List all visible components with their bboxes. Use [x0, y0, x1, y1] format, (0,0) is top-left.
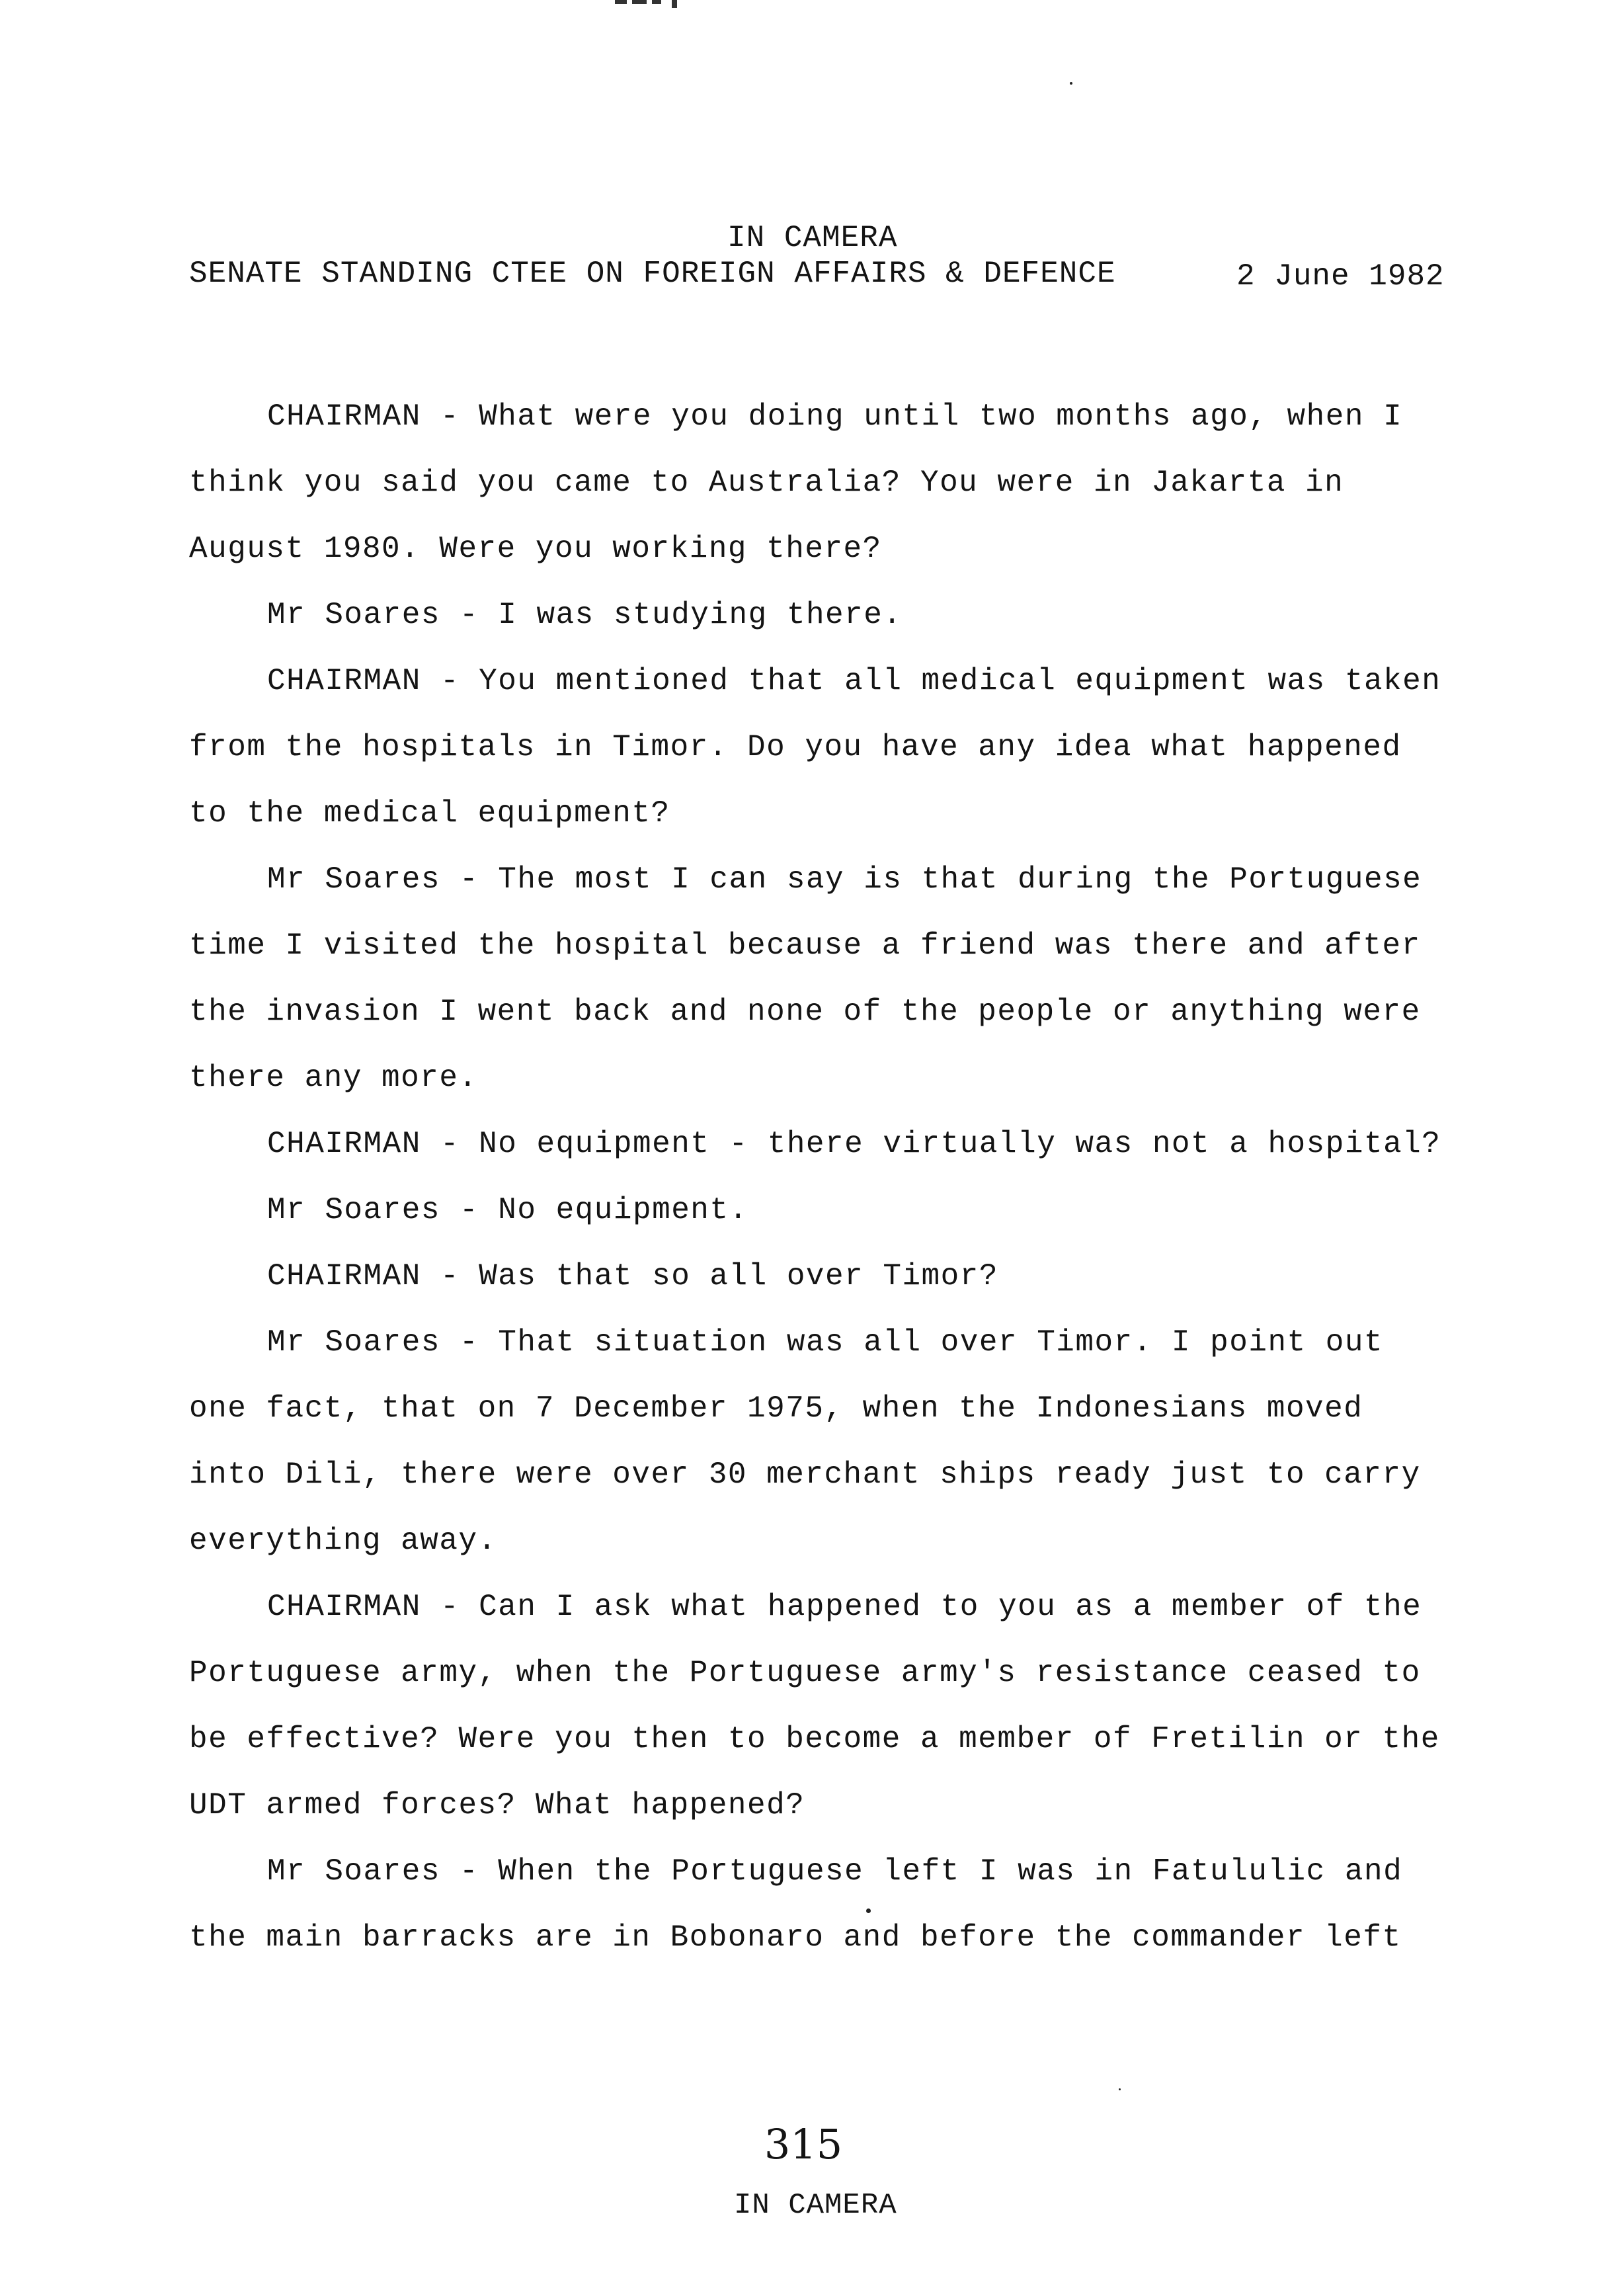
- speech-text: - Can I ask what happened to you as a member of the Portuguese army, when the Portuguese army's resistance ceased to be effective? Were you then to become a member of Fretilin or the UDT armed forces? What happened?: [189, 1590, 1440, 1823]
- scan-speck: [1070, 82, 1072, 85]
- speaker-name: Mr Soares: [267, 1854, 440, 1889]
- speech-text: - The most I can say is that during the Portuguese time I visited the hospital because a friend was there and after the invasion I went back and none of the people or anything were there any more.: [189, 862, 1422, 1095]
- transcript-paragraph: [189, 1838, 1459, 1971]
- speaker-name: Mr Soares: [267, 1325, 440, 1360]
- transcript-paragraph: [189, 1574, 1459, 1838]
- speaker-name: CHAIRMAN: [267, 1590, 421, 1624]
- speech-text: - No equipment - there virtually was not a hospital?: [421, 1127, 1441, 1161]
- speaker-name: CHAIRMAN: [267, 1259, 421, 1293]
- speech-text: - No equipment.: [440, 1193, 748, 1227]
- speech-text: - That situation was all over Timor. I point out one fact, that on 7 December 1975, when the Indonesians moved into Dili, there were over 30 merchant ships ready just to carry everything away.: [189, 1325, 1421, 1558]
- header-date: 2 June 1982: [1236, 259, 1445, 294]
- speech-text: - When the Portuguese left I was in Fatululic and the main barracks are in Bobonaro and before the commander left: [189, 1854, 1403, 1955]
- footer-classification: IN CAMERA: [734, 2189, 897, 2222]
- speech-text: - You mentioned that all medical equipment was taken from the hospitals in Timor. Do you have any idea what happened to the medical equipment?: [189, 664, 1441, 831]
- speech-text: - What were you doing until two months ago, when I think you said you came to Australia? You were in Jakarta in August 1980. Were you working there?: [189, 399, 1403, 566]
- speech-text: - Was that so all over Timor?: [421, 1259, 998, 1293]
- scan-artifact: [615, 0, 688, 5]
- header-committee: SENATE STANDING CTEE ON FOREIGN AFFAIRS & DEFENCE: [189, 257, 1116, 291]
- transcript-body: [189, 384, 1459, 1971]
- transcript-paragraph: [189, 648, 1459, 846]
- speaker-name: CHAIRMAN: [267, 664, 421, 698]
- transcript-paragraph: [189, 1243, 1459, 1309]
- speaker-name: CHAIRMAN: [267, 399, 421, 434]
- page-number: 315: [764, 2120, 843, 2168]
- transcript-paragraph: [189, 846, 1459, 1111]
- speaker-name: Mr Soares: [267, 862, 440, 897]
- transcript-paragraph: [189, 582, 1459, 648]
- speech-text: - I was studying there.: [440, 598, 903, 632]
- speaker-name: Mr Soares: [267, 598, 440, 632]
- transcript-paragraph: [189, 1309, 1459, 1574]
- transcript-paragraph: [189, 384, 1459, 582]
- speaker-name: CHAIRMAN: [267, 1127, 421, 1161]
- speaker-name: Mr Soares: [267, 1193, 440, 1227]
- scan-speck: [1119, 2088, 1121, 2090]
- transcript-paragraph: [189, 1177, 1459, 1243]
- scan-speck: [866, 1908, 871, 1913]
- transcript-paragraph: [189, 1111, 1459, 1177]
- header-classification: IN CAMERA: [727, 221, 898, 255]
